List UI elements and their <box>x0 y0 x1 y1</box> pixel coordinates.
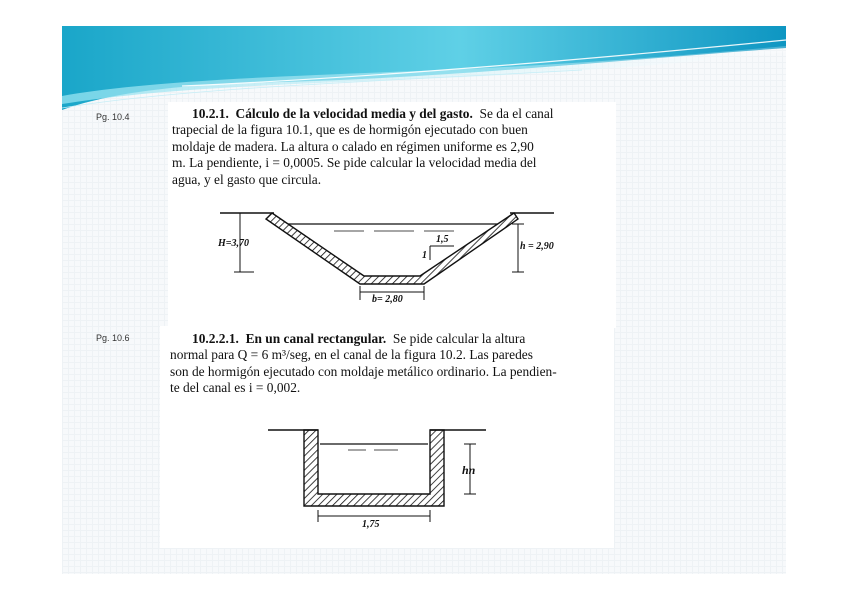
canal-lining <box>304 430 444 506</box>
problem-text-2 <box>170 331 610 397</box>
slope-label: 1,5 <box>436 234 449 245</box>
text-line: moldaje de madera. La altura o calado en régimen uniforme es 2,90 <box>172 138 534 154</box>
base-label: b= 2,80 <box>372 294 403 305</box>
left-height-label: H=3,70 <box>218 238 249 249</box>
slope-unit-label: 1 <box>422 250 427 261</box>
trapezoidal-canal-figure <box>214 200 564 312</box>
header-banner <box>62 26 786 110</box>
text-line: Se pide calcular la altura <box>392 331 526 346</box>
problem-text-1 <box>172 106 602 188</box>
heading-number-1: 10.2.1. <box>192 106 229 121</box>
page-reference-1: Pg. 10.4 <box>96 112 130 122</box>
heading-title-2: En un canal rectangular. <box>245 331 387 346</box>
text-line: son de hormigón ejecutado con moldaje metálico ordinario. La pendien- <box>170 363 557 379</box>
heading-line-1 <box>172 106 602 122</box>
text-line: m. La pendiente, i = 0,0005. Se pide calcular la velocidad media del <box>172 155 537 171</box>
text-line: agua, y el gasto que circula. <box>172 171 322 187</box>
text-line: normal para Q = 6 m³/seg, en el canal de la figura 10.2. Las paredes <box>170 347 533 363</box>
heading-line-2 <box>170 331 610 347</box>
depth-label: hn <box>462 463 476 477</box>
page-reference-2: Pg. 10.6 <box>96 333 130 343</box>
heading-title-1: Cálculo de la velocidad media y del gasto. <box>235 106 473 121</box>
rectangular-canal-figure <box>262 420 502 532</box>
width-label: 1,75 <box>362 519 380 530</box>
right-height-label: h = 2,90 <box>520 241 554 252</box>
heading-number-2: 10.2.2.1. <box>192 331 239 346</box>
text-line: Se da el canal <box>479 106 554 121</box>
text-line: trapecial de la figura 10.1, que es de hormigón ejecutado con buen <box>172 122 528 138</box>
text-line: te del canal es i = 0,002. <box>170 380 301 396</box>
